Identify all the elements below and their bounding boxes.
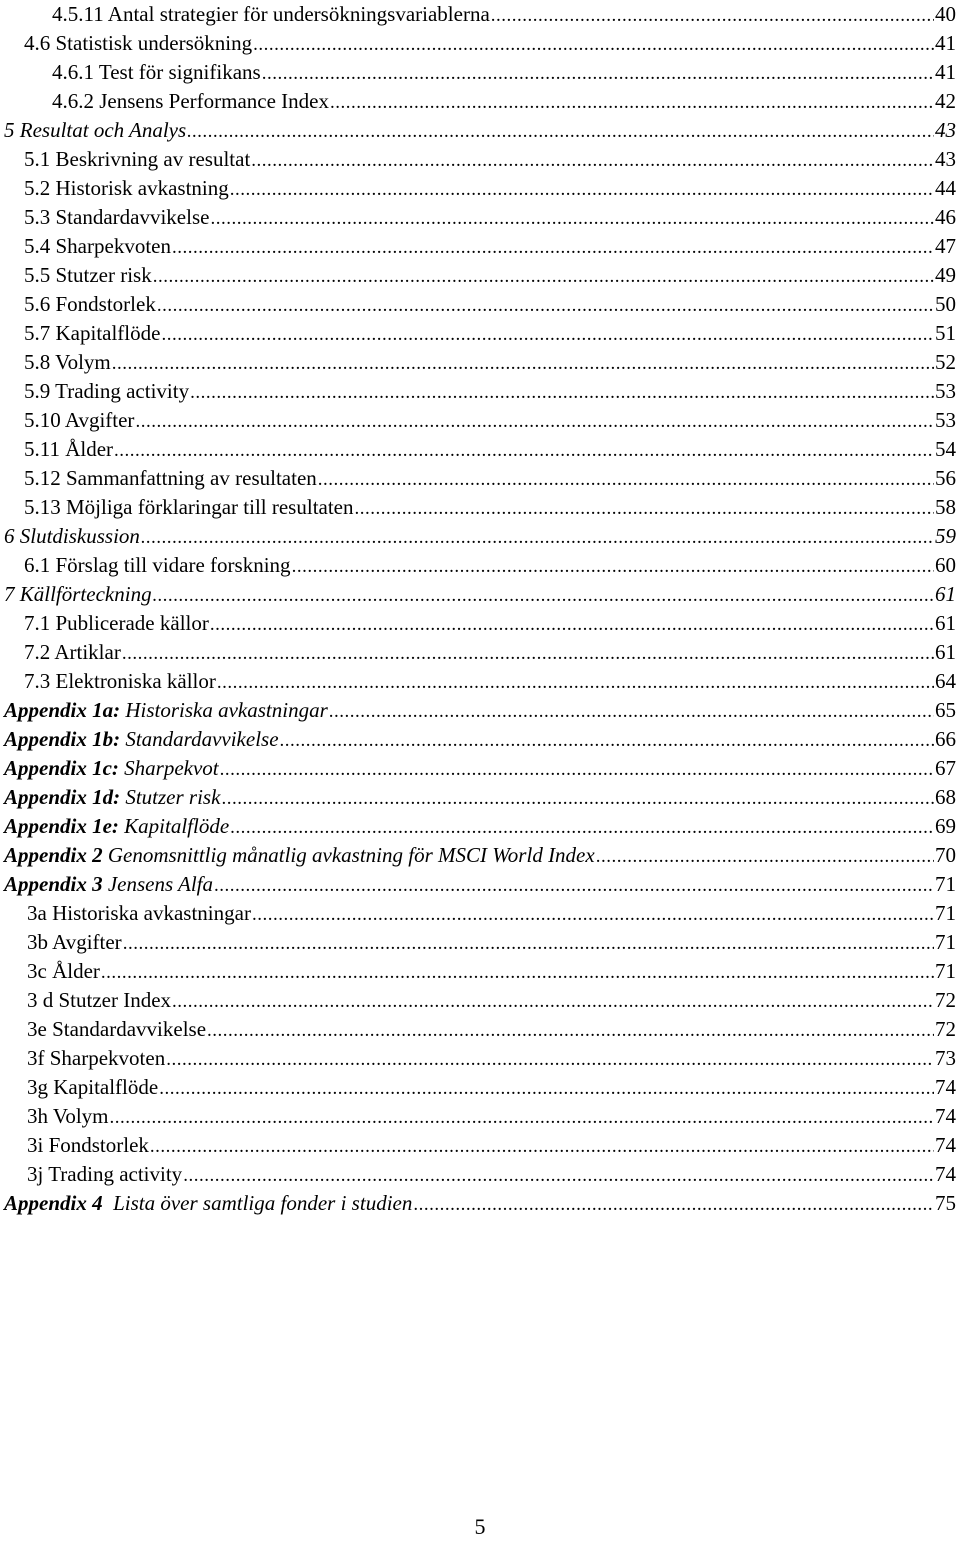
toc-entry-page: 66	[935, 727, 956, 751]
toc-entry-page: 58	[935, 495, 956, 519]
dot-leader	[220, 755, 934, 784]
toc-entry-page: 41	[935, 31, 956, 55]
toc-entry-page: 75	[935, 1191, 956, 1215]
toc-entry-page: 47	[935, 234, 956, 258]
toc-entry-label: 3f Sharpekvoten	[27, 1046, 166, 1070]
dot-leader	[123, 929, 934, 958]
toc-entry-label: 5.13 Möjliga förklaringar till resultaten	[24, 495, 354, 519]
toc-entry-prefix: Appendix 1d:	[4, 785, 121, 809]
toc-entry-page: 53	[935, 408, 956, 432]
toc-entry-label: 5.9 Trading activity	[24, 379, 190, 403]
toc-entry[interactable]	[4, 551, 956, 580]
dot-leader	[166, 1045, 934, 1074]
toc-entry-page: 74	[935, 1133, 956, 1157]
toc-entry-prefix: Appendix 1b:	[4, 727, 121, 751]
toc-entry-label: 5.12 Sammanfattning av resultaten	[24, 466, 317, 490]
toc-entry-label: 4.6.1 Test för signifikans	[52, 60, 261, 84]
toc-entry-prefix: Appendix 1e:	[4, 814, 119, 838]
toc-entry-label: 3j Trading activity	[27, 1162, 183, 1186]
toc-entry[interactable]	[4, 29, 956, 58]
toc-entry[interactable]	[4, 609, 956, 638]
toc-entry[interactable]	[4, 928, 956, 957]
toc-entry-page: 44	[935, 176, 956, 200]
dot-leader	[217, 668, 934, 697]
toc-entry[interactable]	[4, 522, 956, 551]
dot-leader	[157, 291, 934, 320]
dot-leader	[141, 523, 934, 552]
toc-entry-page: 49	[935, 263, 956, 287]
dot-leader	[172, 987, 934, 1016]
toc-entry-page: 71	[935, 959, 956, 983]
toc-entry[interactable]	[4, 1102, 956, 1131]
toc-entry-label: 5.5 Stutzer risk	[24, 263, 152, 287]
toc-entry-label: 3i Fondstorlek	[27, 1133, 149, 1157]
dot-leader	[161, 320, 934, 349]
toc-entry-label: 3c Ålder	[27, 959, 100, 983]
toc-entry-prefix: Appendix 4	[4, 1191, 103, 1215]
dot-leader	[330, 88, 934, 117]
toc-entry-label: 5.8 Volym	[24, 350, 111, 374]
dot-leader	[114, 436, 934, 465]
toc-entry-page: 52	[935, 350, 956, 374]
dot-leader	[221, 784, 934, 813]
dot-leader	[280, 726, 934, 755]
dot-leader	[207, 1016, 934, 1045]
toc-entry[interactable]	[4, 725, 956, 754]
toc-entry-page: 68	[935, 785, 956, 809]
toc-entry-page: 61	[935, 640, 956, 664]
dot-leader	[122, 639, 934, 668]
toc-entry-label: 7.2 Artiklar	[24, 640, 121, 664]
toc-entry[interactable]	[4, 841, 956, 870]
table-of-contents	[4, 0, 956, 1218]
dot-leader	[262, 59, 934, 88]
toc-entry[interactable]	[4, 870, 956, 899]
toc-entry-page: 61	[935, 582, 956, 606]
toc-entry[interactable]	[4, 638, 956, 667]
toc-entry-page: 56	[935, 466, 956, 490]
toc-entry-page: 72	[935, 1017, 956, 1041]
dot-leader	[110, 1103, 935, 1132]
dot-leader	[187, 117, 934, 146]
toc-entry-label: 5 Resultat och Analys	[4, 118, 187, 142]
toc-entry[interactable]	[4, 464, 956, 493]
page-number: 5	[474, 1514, 486, 1539]
toc-entry-label: 5.1 Beskrivning av resultat	[24, 147, 251, 171]
dot-leader	[214, 871, 934, 900]
dot-leader	[183, 1161, 934, 1190]
toc-entry-label: 7.3 Elektroniska källor	[24, 669, 216, 693]
dot-leader	[292, 552, 934, 581]
toc-entry-page: 43	[935, 118, 956, 142]
dot-leader	[230, 175, 934, 204]
toc-entry[interactable]	[4, 435, 956, 464]
toc-entry-page: 71	[935, 872, 956, 896]
toc-entry[interactable]	[4, 58, 956, 87]
toc-entry[interactable]	[4, 290, 956, 319]
dot-leader	[135, 407, 934, 436]
toc-entry[interactable]	[4, 348, 956, 377]
toc-entry-label: 3a Historiska avkastningar	[27, 901, 251, 925]
toc-entry[interactable]	[4, 1160, 956, 1189]
dot-leader	[190, 378, 934, 407]
toc-entry[interactable]	[4, 0, 956, 29]
toc-entry-page: 59	[935, 524, 956, 548]
toc-entry[interactable]	[4, 812, 956, 841]
toc-entry[interactable]	[4, 1015, 956, 1044]
toc-entry-label: 6 Slutdiskussion	[4, 524, 140, 548]
toc-entry-title: Standardavvikelse	[120, 727, 279, 751]
toc-entry-prefix: Appendix 3	[4, 872, 103, 896]
toc-entry[interactable]	[4, 1131, 956, 1160]
toc-entry-page: 54	[935, 437, 956, 461]
toc-entry[interactable]	[4, 580, 956, 609]
toc-entry-page: 67	[935, 756, 956, 780]
toc-entry[interactable]	[4, 1073, 956, 1102]
dot-leader	[253, 30, 934, 59]
toc-entry-page: 53	[935, 379, 956, 403]
toc-entry-title: Sharpekvot	[118, 756, 219, 780]
toc-entry[interactable]	[4, 1189, 956, 1218]
toc-entry[interactable]	[4, 493, 956, 522]
toc-entry-page: 60	[935, 553, 956, 577]
toc-entry-title: Historiska avkastningar	[120, 698, 328, 722]
toc-entry-label: 5.6 Fondstorlek	[24, 292, 156, 316]
toc-entry-page: 51	[935, 321, 956, 345]
toc-entry-page: 40	[935, 2, 956, 26]
toc-entry-label: 7.1 Publicerade källor	[24, 611, 209, 635]
toc-entry-title: Lista över samtliga fonder i studien	[102, 1191, 413, 1215]
toc-entry-label: 3 d Stutzer Index	[27, 988, 172, 1012]
toc-entry-label: 5.2 Historisk avkastning	[24, 176, 229, 200]
toc-entry-page: 72	[935, 988, 956, 1012]
toc-entry-title: Genomsnittlig månatlig avkastning för MSCI World Index	[102, 843, 595, 867]
toc-entry[interactable]	[4, 957, 956, 986]
toc-entry-page: 74	[935, 1075, 956, 1099]
toc-entry-page: 69	[935, 814, 956, 838]
dot-leader	[355, 494, 935, 523]
dot-leader	[210, 204, 934, 233]
dot-leader	[413, 1190, 934, 1219]
toc-entry-label: 4.5.11 Antal strategier för undersökningsvariablerna	[52, 2, 490, 26]
dot-leader	[230, 813, 934, 842]
toc-entry-page: 50	[935, 292, 956, 316]
dot-leader	[153, 581, 934, 610]
dot-leader	[112, 349, 934, 378]
toc-entry-label: 7 Källförteckning	[4, 582, 152, 606]
toc-entry-title: Jensens Alfa	[102, 872, 214, 896]
toc-entry-page: 71	[935, 901, 956, 925]
toc-entry-page: 43	[935, 147, 956, 171]
toc-entry-label: 3b Avgifter	[27, 930, 122, 954]
toc-entry[interactable]	[4, 406, 956, 435]
toc-entry-page: 61	[935, 611, 956, 635]
toc-entry-label: 6.1 Förslag till vidare forskning	[24, 553, 291, 577]
dot-leader	[251, 146, 934, 175]
dot-leader	[329, 697, 934, 726]
dot-leader	[318, 465, 934, 494]
toc-entry-page: 71	[935, 930, 956, 954]
toc-entry-label: 3e Standardavvikelse	[27, 1017, 207, 1041]
dot-leader	[153, 262, 934, 291]
toc-entry-page: 64	[935, 669, 956, 693]
dot-leader	[172, 233, 934, 262]
dot-leader	[596, 842, 934, 871]
toc-entry-label: 3h Volym	[27, 1104, 109, 1128]
toc-entry-label: 5.3 Standardavvikelse	[24, 205, 210, 229]
toc-entry[interactable]	[4, 203, 956, 232]
toc-entry-label: 5.4 Sharpekvoten	[24, 234, 171, 258]
toc-entry-page: 41	[935, 60, 956, 84]
dot-leader	[491, 1, 934, 30]
toc-entry-label: 5.11 Ålder	[24, 437, 114, 461]
toc-entry-prefix: Appendix 2	[4, 843, 103, 867]
toc-entry[interactable]	[4, 116, 956, 145]
toc-entry-page: 73	[935, 1046, 956, 1070]
toc-entry[interactable]	[4, 232, 956, 261]
toc-entry-page: 74	[935, 1104, 956, 1128]
toc-entry[interactable]	[4, 145, 956, 174]
dot-leader	[150, 1132, 934, 1161]
toc-entry[interactable]	[4, 899, 956, 928]
toc-entry[interactable]	[4, 667, 956, 696]
toc-entry-prefix: Appendix 1a:	[4, 698, 121, 722]
toc-entry-label: 4.6 Statistisk undersökning	[24, 31, 253, 55]
toc-entry-page: 65	[935, 698, 956, 722]
toc-entry-page: 42	[935, 89, 956, 113]
toc-entry[interactable]	[4, 87, 956, 116]
toc-entry-title: Kapitalflöde	[118, 814, 230, 838]
toc-entry[interactable]	[4, 377, 956, 406]
dot-leader	[101, 958, 934, 987]
toc-entry[interactable]	[4, 261, 956, 290]
dot-leader	[252, 900, 934, 929]
toc-entry-title: Stutzer risk	[120, 785, 221, 809]
toc-entry-label: 3g Kapitalflöde	[27, 1075, 159, 1099]
toc-entry[interactable]	[4, 754, 956, 783]
dot-leader	[159, 1074, 934, 1103]
toc-entry[interactable]	[4, 696, 956, 725]
toc-entry[interactable]	[4, 1044, 956, 1073]
dot-leader	[210, 610, 934, 639]
toc-entry-prefix: Appendix 1c:	[4, 756, 119, 780]
toc-entry[interactable]	[4, 783, 956, 812]
toc-entry-page: 70	[935, 843, 956, 867]
toc-entry-page: 46	[935, 205, 956, 229]
toc-entry-label: 5.10 Avgifter	[24, 408, 135, 432]
toc-entry[interactable]	[4, 174, 956, 203]
toc-entry-page: 74	[935, 1162, 956, 1186]
toc-entry[interactable]	[4, 319, 956, 348]
toc-entry-label: 5.7 Kapitalflöde	[24, 321, 161, 345]
toc-entry-label: 4.6.2 Jensens Performance Index	[52, 89, 329, 113]
toc-entry[interactable]	[4, 986, 956, 1015]
